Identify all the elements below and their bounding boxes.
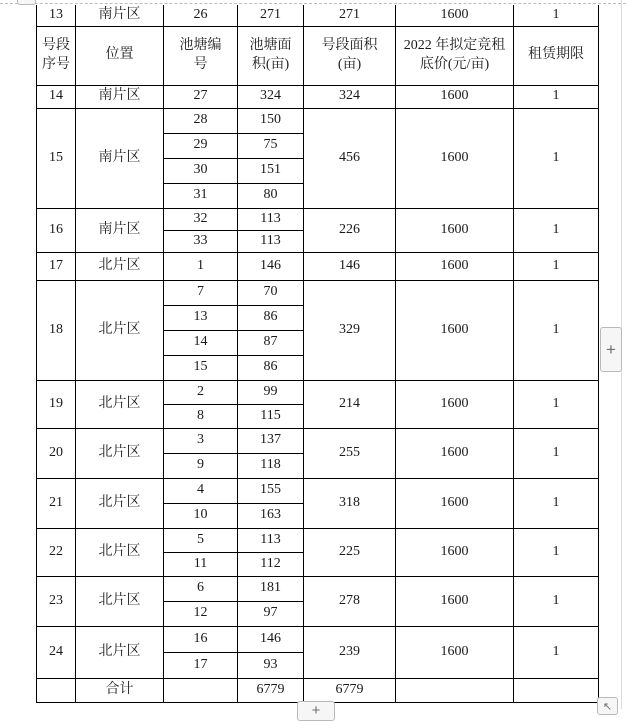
pond-no-cell: 32	[164, 208, 238, 230]
lease-term-cell: 1	[514, 380, 599, 428]
pond-area-cell: 150	[238, 108, 304, 133]
pond-area-cell: 113	[238, 528, 304, 552]
pond-lease-table	[36, 5, 599, 703]
base-price-cell: 1600	[396, 108, 514, 208]
segment-area-cell: 318	[304, 478, 396, 528]
pond-no-cell: 4	[164, 478, 238, 503]
pond-area-cell: 87	[238, 330, 304, 355]
segment-area-cell: 456	[304, 108, 396, 208]
base-price-cell: 1600	[396, 85, 514, 108]
pond-area-cell: 70	[238, 280, 304, 305]
pond-no-cell: 11	[164, 552, 238, 576]
pond-area-cell: 97	[238, 601, 304, 626]
pond-area-cell: 75	[238, 133, 304, 158]
pond-no-cell: 7	[164, 280, 238, 305]
segment-area-cell: 278	[304, 576, 396, 626]
segment-area-cell: 324	[304, 85, 396, 108]
segment-no-cell: 22	[37, 528, 76, 576]
segment-no-cell: 14	[37, 85, 76, 108]
location-cell: 北片区	[76, 428, 164, 478]
header-cell-location: 位置	[76, 26, 164, 85]
pond-no-cell: 3	[164, 428, 238, 453]
segment-no-cell: 13	[37, 5, 76, 26]
header-cell-segment-no: 号段 序号	[37, 26, 76, 85]
pond-area-cell: 86	[238, 305, 304, 330]
pond-no-cell: 17	[164, 652, 238, 678]
location-cell: 南片区	[76, 5, 164, 26]
total-segment-area-cell: 6779	[304, 678, 396, 702]
add-column-button[interactable]	[600, 327, 622, 372]
segment-no-cell: 16	[37, 208, 76, 252]
base-price-cell: 1600	[396, 280, 514, 380]
page-break-dashed-line	[0, 3, 626, 4]
pond-area-cell: 146	[238, 626, 304, 652]
lease-term-cell: 1	[514, 252, 599, 280]
header-cell-pond-no: 池塘编 号	[164, 26, 238, 85]
pond-area-cell: 163	[238, 503, 304, 528]
segment-area-cell: 271	[304, 5, 396, 26]
pond-no-cell: 13	[164, 305, 238, 330]
base-price-cell: 1600	[396, 576, 514, 626]
add-row-above-button[interactable]	[17, 0, 36, 5]
lease-term-cell: 1	[514, 478, 599, 528]
pond-no-cell: 9	[164, 453, 238, 478]
segment-no-cell: 15	[37, 108, 76, 208]
segment-area-cell: 146	[304, 252, 396, 280]
pond-area-cell: 86	[238, 355, 304, 380]
base-price-cell: 1600	[396, 428, 514, 478]
pond-no-cell: 27	[164, 85, 238, 108]
location-cell: 北片区	[76, 576, 164, 626]
pond-area-cell: 181	[238, 576, 304, 601]
segment-area-cell: 214	[304, 380, 396, 428]
pond-no-cell: 2	[164, 380, 238, 404]
pond-no-cell: 29	[164, 133, 238, 158]
base-price-cell: 1600	[396, 626, 514, 678]
header-cell-base-price: 2022 年拟定竞租 底价(元/亩)	[396, 26, 514, 85]
lease-term-cell: 1	[514, 5, 599, 26]
base-price-cell: 1600	[396, 5, 514, 26]
lease-term-cell: 1	[514, 108, 599, 208]
segment-no-cell: 20	[37, 428, 76, 478]
base-price-cell: 1600	[396, 252, 514, 280]
base-price-cell: 1600	[396, 528, 514, 576]
pond-area-cell: 113	[238, 208, 304, 230]
location-cell: 北片区	[76, 380, 164, 428]
location-cell: 北片区	[76, 280, 164, 380]
segment-no-cell: 17	[37, 252, 76, 280]
total-pond-area-cell: 6779	[238, 678, 304, 702]
pond-area-cell: 146	[238, 252, 304, 280]
base-price-cell: 1600	[396, 208, 514, 252]
segment-area-cell: 329	[304, 280, 396, 380]
segment-no-cell: 18	[37, 280, 76, 380]
pond-area-cell: 151	[238, 158, 304, 183]
table-corner-handle[interactable]	[597, 697, 618, 715]
pond-area-cell: 155	[238, 478, 304, 503]
pond-area-cell: 80	[238, 183, 304, 208]
lease-term-cell: 1	[514, 528, 599, 576]
location-cell: 北片区	[76, 478, 164, 528]
pond-no-cell: 15	[164, 355, 238, 380]
lease-term-cell: 1	[514, 280, 599, 380]
location-cell: 北片区	[76, 252, 164, 280]
lease-term-cell: 1	[514, 626, 599, 678]
pond-area-cell: 93	[238, 652, 304, 678]
segment-no-cell: 19	[37, 380, 76, 428]
location-cell: 南片区	[76, 85, 164, 108]
location-cell: 北片区	[76, 528, 164, 576]
pond-no-cell: 6	[164, 576, 238, 601]
total-pond-no-cell	[164, 678, 238, 702]
pond-no-cell: 33	[164, 230, 238, 252]
segment-area-cell: 225	[304, 528, 396, 576]
header-cell-segment-area: 号段面积 (亩)	[304, 26, 396, 85]
lease-term-cell: 1	[514, 208, 599, 252]
location-cell: 北片区	[76, 626, 164, 678]
segment-no-cell: 24	[37, 626, 76, 678]
pond-no-cell: 16	[164, 626, 238, 652]
segment-no-cell: 21	[37, 478, 76, 528]
segment-area-cell: 226	[304, 208, 396, 252]
pond-area-cell: 99	[238, 380, 304, 404]
header-cell-pond-area: 池塘面 积(亩)	[238, 26, 304, 85]
plus-icon: +	[606, 339, 616, 359]
lease-term-cell: 1	[514, 576, 599, 626]
pond-no-cell: 31	[164, 183, 238, 208]
base-price-cell: 1600	[396, 478, 514, 528]
segment-area-cell: 255	[304, 428, 396, 478]
pond-no-cell: 8	[164, 404, 238, 428]
pond-area-cell: 271	[238, 5, 304, 26]
lease-term-cell: 1	[514, 85, 599, 108]
pond-no-cell: 1	[164, 252, 238, 280]
pond-no-cell: 28	[164, 108, 238, 133]
add-row-button[interactable]	[297, 701, 335, 721]
pond-no-cell: 10	[164, 503, 238, 528]
pond-no-cell: 14	[164, 330, 238, 355]
location-cell: 南片区	[76, 208, 164, 252]
header-cell-lease-term: 租赁期限	[514, 26, 599, 85]
pond-area-cell: 113	[238, 230, 304, 252]
total-location-cell: 合计	[76, 678, 164, 702]
pond-no-cell: 30	[164, 158, 238, 183]
total-segment-no-cell	[37, 678, 76, 702]
pond-area-cell: 137	[238, 428, 304, 453]
pond-area-cell: 118	[238, 453, 304, 478]
pond-area-cell: 112	[238, 552, 304, 576]
pond-no-cell: 26	[164, 5, 238, 26]
pond-no-cell: 5	[164, 528, 238, 552]
pond-area-cell: 115	[238, 404, 304, 428]
pond-area-cell: 324	[238, 85, 304, 108]
plus-icon: +	[311, 702, 321, 719]
base-price-cell: 1600	[396, 380, 514, 428]
total-lease-term-cell	[514, 678, 599, 702]
location-cell: 南片区	[76, 108, 164, 208]
pond-no-cell: 12	[164, 601, 238, 626]
total-base-price-cell	[396, 678, 514, 702]
northwest-arrow-icon: ↖	[602, 701, 613, 713]
segment-no-cell: 23	[37, 576, 76, 626]
lease-term-cell: 1	[514, 428, 599, 478]
segment-area-cell: 239	[304, 626, 396, 678]
